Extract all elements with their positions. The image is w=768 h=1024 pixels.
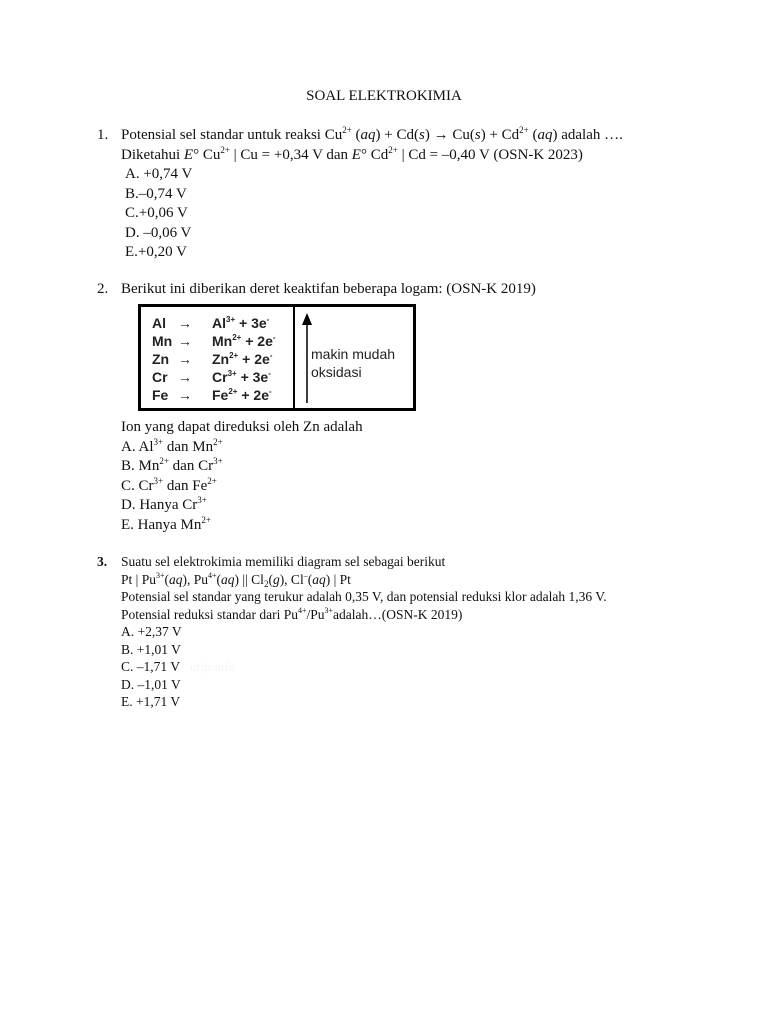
- option-e: E. +1,71 V: [121, 694, 181, 709]
- option-d: D. –1,01 V: [121, 676, 181, 692]
- option-d: D. –0,06 V: [125, 224, 192, 241]
- question-1-body: [121, 126, 623, 263]
- option-b: B. +1,01 V: [121, 641, 181, 657]
- option-d: D. Hanya $Cr^{3+}$: [121, 495, 207, 513]
- page-title: SOAL ELEKTROKIMIA: [306, 88, 462, 104]
- question-1-given: Diketahui E° $Cu^{2+}$ | Cu = +0,34 V dan E° $Cd^{2+}$ | Cd = –0,40 V (OSN-K 2023): [121, 144, 583, 163]
- question-3-stem: Suatu sel elektrokimia memiliki diagram sel sebagai berikut: [121, 554, 446, 569]
- question-2-question: Ion yang dapat direduksi oleh Zn adalah: [121, 419, 363, 435]
- question-3-body: [121, 553, 607, 711]
- option-b: B. $Mn^{2+}$ dan $Cr^{3+}$: [121, 456, 223, 474]
- option-c: C.+0,06 V: [125, 205, 188, 221]
- question-1-stem: Potensial sel standar untuk reaksi $Cu^{2+}$ $(aq) + Cd(s) \to Cu(s) + Cd^{2+}$ (aq) adalah ….: [121, 125, 623, 143]
- question-3-given: Potensial sel standar yang terukur adalah 0,35 V, dan potensial reduksi klor adalah 1,36 V.: [121, 589, 607, 604]
- question-3-question: Potensial reduksi standar dari $Pu^{4+}/Pu^{3+}adalah\dots(OSN-K$ 2019): [121, 605, 463, 622]
- option-a: A. +0,74 V: [125, 166, 193, 182]
- option-e: E.+0,20 V: [125, 244, 187, 260]
- divider-line: [293, 307, 295, 408]
- option-c: C. –1,71 V: [121, 659, 181, 674]
- option-b: B.–0,74 V: [125, 185, 187, 202]
- question-number: 2.: [97, 281, 109, 297]
- option-c: C. $Cr^{3+}$ dan $Fe^{2+}$: [121, 475, 217, 494]
- watermark: urip.info: [190, 659, 236, 674]
- question-number: 3.: [97, 554, 108, 569]
- series-note: makin mudah oksidasi: [311, 346, 396, 380]
- option-a: A. $Al^{3+}$ dan $Mn^{2+}$: [121, 436, 223, 455]
- option-a: A. +2,37 V: [121, 624, 182, 639]
- activity-series-figure: Al → $Al^{3+} + 3e^-$ Mn → $Mn^{2+} + 2e^-$ Zn → $Zn^{2+} + 2e^-$ Cr → $Cr^{3+} + 3e^-$ Fe → $Fe^{2+} + 2e^-$ makin mudah oksidasi: [138, 304, 416, 411]
- question-2-prompt: [121, 418, 363, 535]
- question-2-stem: Berikut ini diberikan deret keaktifan beberapa logam: (OSN-K 2019): [121, 281, 536, 297]
- option-e: E. Hanya $Mn^{2+}$: [121, 514, 211, 533]
- cell-diagram: Pt | $Pu^{3+}(aq)$, $Pu^{4+}(aq)$ || $Cl_2(g)$, Cl–(aq) | Pt: [121, 570, 351, 589]
- question-number: 1.: [97, 127, 109, 143]
